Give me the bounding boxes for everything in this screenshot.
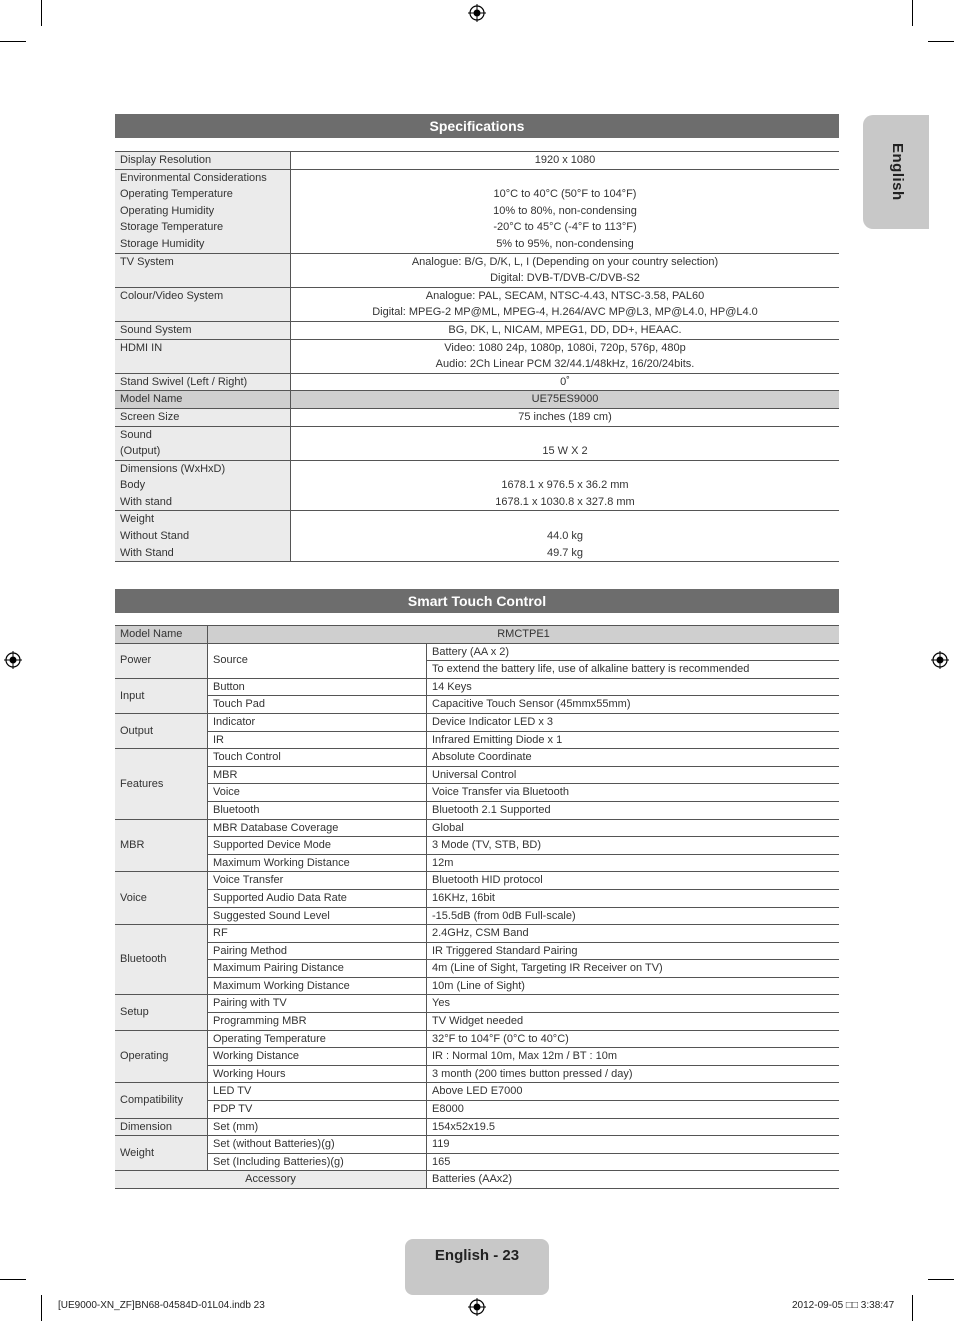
stc-row [115,907,839,925]
stc-row [115,1136,839,1154]
spec-label-line: Weight [120,513,155,526]
spec-value [291,169,840,253]
footer-timestamp: 2012-09-05 □□ 3:38:47 [792,1300,895,1311]
spec-value-line: 10°C to 40°C (50°F to 104°F) [493,188,637,201]
stc-row [115,1013,839,1031]
spec-label [115,339,291,373]
stc-value: 3 Mode (TV, STB, BD) [427,837,840,855]
stc-value: 2.4GHz, CSM Band [427,925,840,943]
spec-row [115,426,839,460]
stc-subitem: Voice Transfer [208,872,427,890]
stc-row [115,942,839,960]
stc-category: Voice [115,872,208,925]
stc-subitem: MBR Database Coverage [208,819,427,837]
spec-label [115,426,291,460]
stc-value: IR Triggered Standard Pairing [427,942,840,960]
spec-value-line: 49.7 kg [546,546,584,559]
stc-value: Absolute Coordinate [427,749,840,767]
stc-subitem: Set (mm) [208,1118,427,1136]
stc-accessory-row [115,1171,839,1189]
spec-label-line: TV System [120,255,174,268]
stc-row [115,995,839,1013]
stc-value: 3 month (200 times button pressed / day) [427,1065,840,1083]
stc-subitem: Indicator [208,713,427,731]
footer-file-info: [UE9000-XN_ZF]BN68-04584D-01L04.indb 23 [58,1300,265,1311]
stc-row [115,1048,839,1066]
stc-row [115,801,839,819]
registration-mark-icon [468,1298,486,1316]
stc-row [115,925,839,943]
stc-row [115,643,839,661]
stc-subitem: Suggested Sound Level [208,907,427,925]
stc-value: Above LED E7000 [427,1083,840,1101]
stc-value: IR : Normal 10m, Max 12m / BT : 10m [427,1048,840,1066]
stc-value: Voice Transfer via Bluetooth [427,784,840,802]
stc-subitem: Working Distance [208,1048,427,1066]
spec-label-line: Model Name [120,393,183,406]
stc-subitem: Programming MBR [208,1013,427,1031]
crop-mark [928,1279,954,1280]
spec-value [291,321,840,339]
stc-value: Bluetooth HID protocol [427,872,840,890]
stc-subitem: LED TV [208,1083,427,1101]
spec-label-line: Operating Humidity [120,204,215,217]
spec-label-line: With stand [120,495,172,508]
spec-value-line: 10% to 80%, non-condensing [493,204,637,217]
spec-label [115,253,291,287]
spec-value-line: UE75ES9000 [531,393,599,406]
stc-value: 14 Keys [427,678,840,696]
stc-value: 16KHz, 16bit [427,889,840,907]
spec-row [115,373,839,391]
registration-mark-icon [931,651,949,669]
stc-row [115,713,839,731]
stc-row [115,749,839,767]
spec-label [115,511,291,562]
spec-label [115,391,291,409]
stc-value: Infrared Emitting Diode x 1 [427,731,840,749]
stc-value: Bluetooth 2.1 Supported [427,801,840,819]
spec-value-line: Digital: MPEG-2 MP@ML, MPEG-4, H.264/AVC MP@L3, MP@L4.0, HP@L4.0 [372,306,758,319]
registration-mark-icon [468,4,486,22]
spec-row [115,253,839,287]
stc-category: Input [115,678,208,713]
stc-value: 4m (Line of Sight, Targeting IR Receiver on TV) [427,960,840,978]
stc-category: Power [115,643,208,678]
stc-value: Capacitive Touch Sensor (45mmx55mm) [427,696,840,714]
spec-label-line: HDMI IN [120,341,163,354]
stc-row [115,977,839,995]
stc-value: Yes [427,995,840,1013]
spec-label-line: Stand Swivel (Left / Right) [120,375,248,388]
stc-subitem: Button [208,678,427,696]
spec-value [291,287,840,321]
stc-value: -15.5dB (from 0dB Full-scale) [427,907,840,925]
stc-subitem: Set (without Batteries)(g) [208,1136,427,1154]
spec-label-line: Dimensions (WxHxD) [120,462,226,475]
crop-mark [0,1279,26,1280]
spec-value [291,391,840,409]
stc-row [115,1118,839,1136]
spec-label-line: Sound System [120,323,192,336]
stc-value: TV Widget needed [427,1013,840,1031]
stc-subitem: Maximum Working Distance [208,854,427,872]
spec-label-line: Body [120,479,146,492]
spec-value-line: -20°C to 45°C (-4°F to 113°F) [493,221,637,234]
spec-value-line: 1920 x 1080 [534,154,596,166]
language-side-tab [863,115,929,229]
stc-row [115,889,839,907]
stc-value: E8000 [427,1101,840,1119]
spec-label-line: Sound [120,428,152,441]
spec-value-line: 1678.1 x 1030.8 x 327.8 mm [495,495,635,508]
stc-row [115,1065,839,1083]
spec-label-line: Storage Temperature [120,221,224,234]
spec-label-line: Environmental Considerations [120,171,267,184]
spec-label [115,408,291,426]
spec-label-line: With Stand [120,546,174,559]
crop-mark [41,1295,42,1321]
spec-value-line: 1678.1 x 976.5 x 36.2 mm [501,479,629,492]
spec-row [115,321,839,339]
smart-touch-control-heading: Smart Touch Control [115,589,839,613]
spec-value-line: 0˚ [560,375,570,388]
stc-row [115,1083,839,1101]
stc-accessory-value: Batteries (AAx2) [427,1171,840,1189]
spec-label [115,169,291,253]
stc-row [115,872,839,890]
stc-category: Setup [115,995,208,1030]
stc-value: To extend the battery life, use of alkaline battery is recommended [427,661,840,679]
stc-row [115,731,839,749]
stc-subitem: Source [208,643,427,678]
language-tab-label: English [889,143,906,201]
spec-row [115,339,839,373]
spec-row [115,287,839,321]
spec-label [115,152,291,170]
stc-row [115,960,839,978]
spec-label-line: (Output) [120,445,161,458]
stc-category: Output [115,713,208,748]
spec-label [115,460,291,511]
stc-category: Dimension [115,1118,208,1136]
stc-value: Global [427,819,840,837]
spec-row [115,152,839,170]
spec-label-line: Without Stand [120,530,190,543]
spec-label [115,373,291,391]
stc-row [115,784,839,802]
stc-subitem: Operating Temperature [208,1030,427,1048]
stc-subitem: Pairing with TV [208,995,427,1013]
stc-subitem: Supported Device Mode [208,837,427,855]
stc-model-value: RMCTPE1 [208,626,840,644]
spec-label-line: Colour/Video System [120,289,224,302]
stc-category: Operating [115,1030,208,1083]
spec-row [115,391,839,409]
spec-label-line: Storage Humidity [120,237,205,250]
stc-subitem: Pairing Method [208,942,427,960]
stc-category: Bluetooth [115,925,208,995]
spec-value [291,339,840,373]
stc-accessory-label: Accessory [115,1171,427,1189]
stc-model-row [115,626,839,644]
stc-value: Battery (AA x 2) [427,643,840,661]
spec-value [291,408,840,426]
stc-category: Compatibility [115,1083,208,1118]
spec-value [291,426,840,460]
stc-value: 10m (Line of Sight) [427,977,840,995]
stc-subitem: Set (Including Batteries)(g) [208,1153,427,1171]
spec-value-line: 15 W X 2 [542,445,588,458]
stc-subitem: Working Hours [208,1065,427,1083]
smart-touch-control-table [115,625,839,1189]
spec-row [115,169,839,253]
spec-value-line: Analogue: PAL, SECAM, NTSC-4.43, NTSC-3.58, PAL60 [425,289,705,302]
stc-subitem: Supported Audio Data Rate [208,889,427,907]
stc-category: Features [115,749,208,819]
spec-value [291,511,840,562]
stc-value: 32°F to 104°F (0°C to 40°C) [427,1030,840,1048]
crop-mark [41,0,42,26]
crop-mark [928,41,954,42]
spec-row [115,460,839,511]
spec-value-line: Analogue: B/G, D/K, L, I (Depending on your country selection) [411,255,719,268]
stc-subitem: IR [208,731,427,749]
stc-subitem: Maximum Pairing Distance [208,960,427,978]
spec-value-line: 44.0 kg [546,530,584,543]
stc-subitem: RF [208,925,427,943]
spec-value [291,253,840,287]
stc-value: 12m [427,854,840,872]
stc-value: Universal Control [427,766,840,784]
spec-value-line: 75 inches (189 cm) [518,410,612,423]
stc-value: 119 [427,1136,840,1154]
spec-label [115,287,291,321]
crop-mark [912,0,913,26]
stc-subitem: Maximum Working Distance [208,977,427,995]
stc-row [115,1101,839,1119]
stc-value: 154x52x19.5 [427,1118,840,1136]
stc-row [115,766,839,784]
stc-subitem: PDP TV [208,1101,427,1119]
spec-value-line: 5% to 95%, non-condensing [496,237,634,250]
specifications-heading: Specifications [115,114,839,138]
stc-value: 165 [427,1153,840,1171]
spec-value [291,152,840,170]
stc-subitem: MBR [208,766,427,784]
stc-subitem: Bluetooth [208,801,427,819]
crop-mark [0,41,26,42]
stc-row [115,854,839,872]
spec-row [115,511,839,562]
stc-row [115,837,839,855]
spec-value [291,460,840,511]
spec-label-line: Screen Size [120,410,180,423]
page-number: English - 23 [434,1247,520,1264]
registration-mark-icon [4,651,22,669]
spec-value-line: Digital: DVB-T/DVB-C/DVB-S2 [490,272,640,285]
stc-row [115,819,839,837]
page-number-tab [405,1239,549,1295]
spec-label-line: Operating Temperature [120,188,233,201]
spec-value-line: Audio: 2Ch Linear PCM 32/44.1/48kHz, 16/20/24bits. [435,358,695,371]
stc-subitem: Touch Control [208,749,427,767]
spec-row [115,408,839,426]
stc-subitem: Voice [208,784,427,802]
spec-value-line: Video: 1080 24p, 1080p, 1080i, 720p, 576p, 480p [444,341,686,354]
stc-row [115,678,839,696]
stc-category: Weight [115,1136,208,1171]
stc-row [115,696,839,714]
specifications-table [115,151,839,562]
spec-value [291,373,840,391]
stc-value: Device Indicator LED x 3 [427,713,840,731]
stc-row [115,1153,839,1171]
crop-mark [912,1295,913,1321]
stc-model-label: Model Name [115,626,208,644]
stc-subitem: Touch Pad [208,696,427,714]
stc-row [115,1030,839,1048]
stc-category: MBR [115,819,208,872]
spec-value-line: BG, DK, L, NICAM, MPEG1, DD, DD+, HEAAC. [448,323,682,336]
spec-label [115,321,291,339]
spec-label-line: Display Resolution [120,154,212,166]
